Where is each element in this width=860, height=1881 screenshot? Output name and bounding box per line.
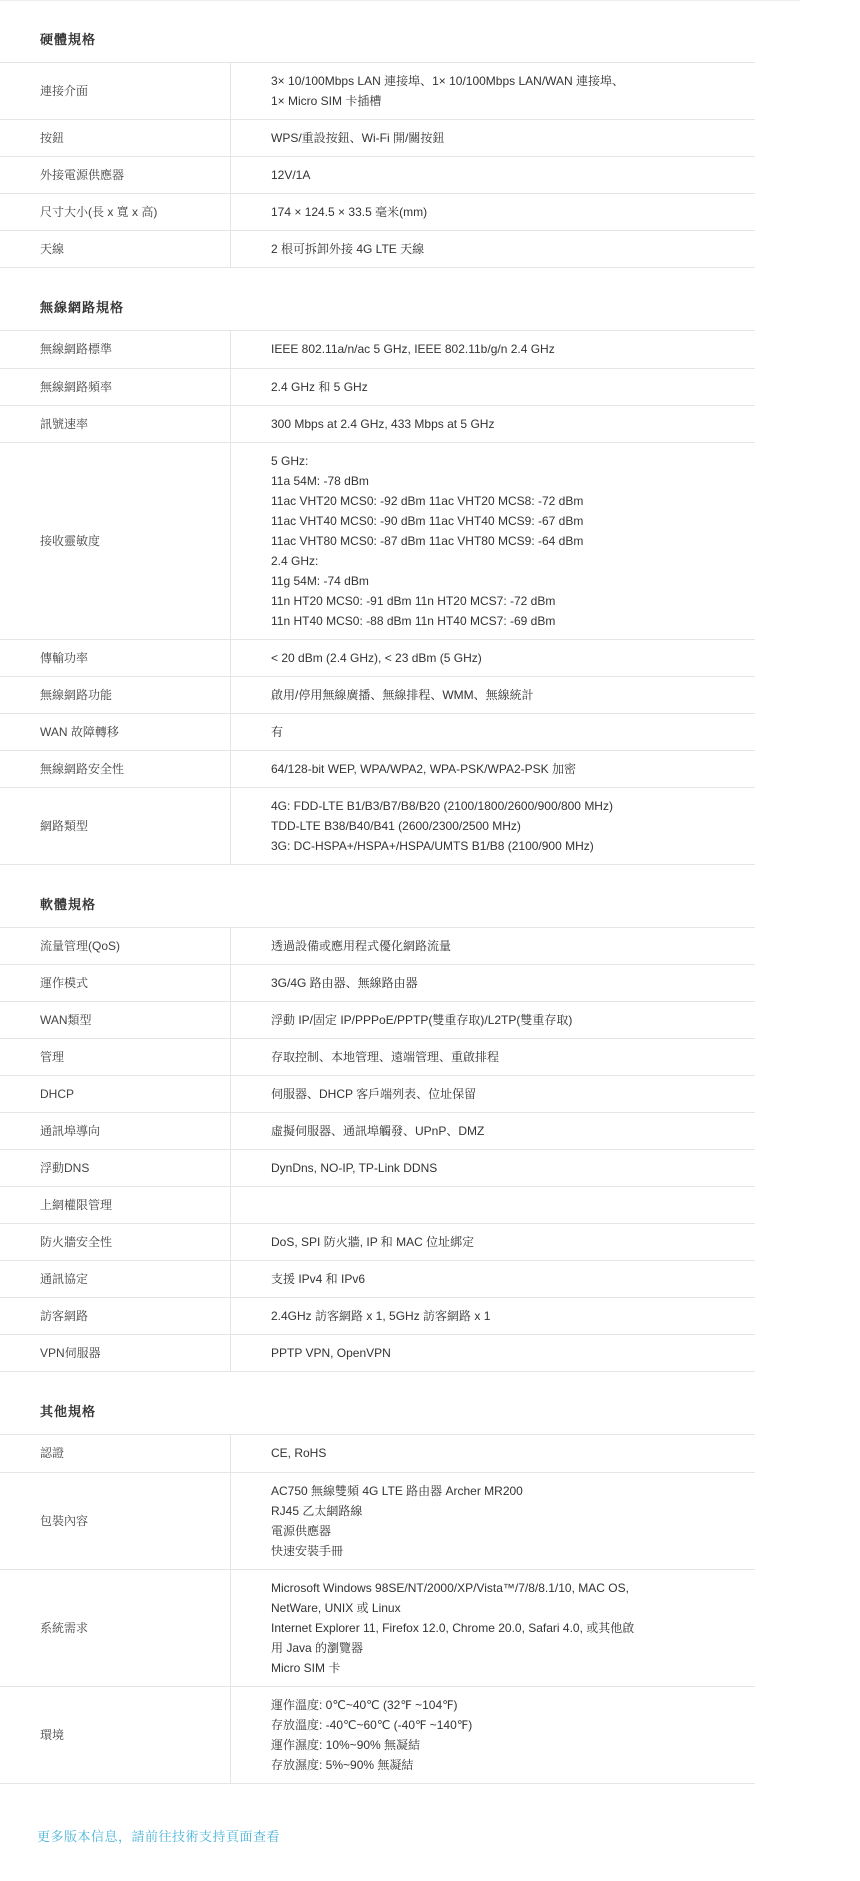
spec-row [0, 442, 755, 639]
spec-value: 3G/4G 路由器、無線路由器 [231, 965, 756, 1002]
spec-table [0, 928, 755, 1373]
spec-row [0, 928, 755, 965]
spec-label: 包裝內容 [0, 1472, 231, 1569]
spec-row [0, 1298, 755, 1335]
spec-row [0, 1113, 755, 1150]
spec-label: 接收靈敏度 [0, 442, 231, 639]
spec-value: 2.4GHz 訪客網路 x 1, 5GHz 訪客網路 x 1 [231, 1298, 756, 1335]
spec-row [0, 1150, 755, 1187]
spec-label: 尺寸大小(長 x 寬 x 高) [0, 194, 231, 231]
spec-value: 3× 10/100Mbps LAN 連接埠、1× 10/100Mbps LAN/WAN 連接埠、 1× Micro SIM 卡插槽 [231, 63, 756, 120]
spec-row [0, 713, 755, 750]
spec-label: WAN類型 [0, 1002, 231, 1039]
spec-row [0, 405, 755, 442]
spec-value: 174 × 124.5 × 33.5 毫米(mm) [231, 194, 756, 231]
spec-label: VPN伺服器 [0, 1335, 231, 1372]
section-title: 無線網路規格 [0, 268, 755, 331]
spec-value [231, 1187, 756, 1224]
spec-value: PPTP VPN, OpenVPN [231, 1335, 756, 1372]
spec-row [0, 1435, 755, 1472]
spec-value: DoS, SPI 防火牆, IP 和 MAC 位址綁定 [231, 1224, 756, 1261]
spec-value: 透過設備或應用程式優化網路流量 [231, 928, 756, 965]
spec-row [0, 1335, 755, 1372]
spec-label: 無線網路安全性 [0, 750, 231, 787]
spec-row [0, 1039, 755, 1076]
spec-label: WAN 故障轉移 [0, 713, 231, 750]
spec-value: 支援 IPv4 和 IPv6 [231, 1261, 756, 1298]
spec-row [0, 1472, 755, 1569]
spec-row [0, 1686, 755, 1783]
other-specs-section [0, 1372, 755, 1784]
spec-row [0, 331, 755, 368]
spec-value: 運作溫度: 0℃~40℃ (32℉ ~104℉) 存放溫度: -40℃~60℃ (-40℉ ~140℉) 運作濕度: 10%~90% 無凝結 存放濕度: 5%~90% 無凝結 [231, 1686, 756, 1783]
spec-label: 無線網路標準 [0, 331, 231, 368]
spec-label: 外接電源供應器 [0, 157, 231, 194]
spec-table [0, 331, 755, 865]
spec-row [0, 1002, 755, 1039]
spec-row [0, 1569, 755, 1686]
spec-label: 認證 [0, 1435, 231, 1472]
spec-value: 虛擬伺服器、通訊埠觸發、UPnP、DMZ [231, 1113, 756, 1150]
software-specs-section [0, 865, 755, 1373]
section-title: 軟體規格 [0, 865, 755, 928]
spec-row [0, 1224, 755, 1261]
spec-row [0, 120, 755, 157]
spec-row [0, 1261, 755, 1298]
spec-value: 12V/1A [231, 157, 756, 194]
hardware-specs-section [0, 0, 755, 268]
spec-row [0, 965, 755, 1002]
spec-value: < 20 dBm (2.4 GHz), < 23 dBm (5 GHz) [231, 639, 756, 676]
spec-label: 天線 [0, 231, 231, 268]
spec-value: WPS/重設按鈕、Wi-Fi 開/關按鈕 [231, 120, 756, 157]
spec-label: 通訊埠導向 [0, 1113, 231, 1150]
spec-label: DHCP [0, 1076, 231, 1113]
spec-label: 傳輸功率 [0, 639, 231, 676]
spec-row [0, 157, 755, 194]
spec-table [0, 63, 755, 268]
spec-value: 4G: FDD-LTE B1/B3/B7/B8/B20 (2100/1800/2600/900/800 MHz) TDD-LTE B38/B40/B41 (2600/2300/2500 MHz) 3G: DC-HSPA+/HSPA+/HSPA/UMTS B1/B8 (2100/900 MHz) [231, 787, 756, 864]
spec-row [0, 63, 755, 120]
spec-row [0, 787, 755, 864]
spec-value: CE, RoHS [231, 1435, 756, 1472]
spec-value: DynDns, NO-IP, TP-Link DDNS [231, 1150, 756, 1187]
spec-value: 5 GHz: 11a 54M: -78 dBm 11ac VHT20 MCS0: -92 dBm 11ac VHT20 MCS8: -72 dBm 11ac VHT40 MCS0: -90 dBm 11ac VHT40 MCS9: -67 dBm 11ac VHT80 MCS0: -87 dBm 11ac VHT80 MCS9: -64 dBm 2.4 GHz: 11g 54M: -74 dBm 11n HT20 MCS0: -91 dBm 11n HT20 MCS7: -72 dBm 11n HT40 MCS0: -88 dBm 11n HT40 MCS7: -69 dBm [231, 442, 756, 639]
section-title: 硬體規格 [0, 0, 755, 63]
spec-row [0, 639, 755, 676]
spec-row [0, 750, 755, 787]
spec-label: 管理 [0, 1039, 231, 1076]
spec-value: 64/128-bit WEP, WPA/WPA2, WPA-PSK/WPA2-PSK 加密 [231, 750, 756, 787]
wireless-specs-section [0, 268, 755, 865]
support-page-link[interactable]: 更多版本信息，請前往技術支持頁面查看 [37, 1829, 281, 1844]
spec-value: 浮動 IP/固定 IP/PPPoE/PPTP(雙重存取)/L2TP(雙重存取) [231, 1002, 756, 1039]
spec-value: 伺服器、DHCP 客戶端列表、位址保留 [231, 1076, 756, 1113]
spec-row [0, 368, 755, 405]
spec-value: IEEE 802.11a/n/ac 5 GHz, IEEE 802.11b/g/n 2.4 GHz [231, 331, 756, 368]
spec-label: 上網權限管理 [0, 1187, 231, 1224]
spec-value: 2 根可拆卸外接 4G LTE 天線 [231, 231, 756, 268]
spec-value: 2.4 GHz 和 5 GHz [231, 368, 756, 405]
spec-label: 按鈕 [0, 120, 231, 157]
spec-value: 有 [231, 713, 756, 750]
spec-label: 浮動DNS [0, 1150, 231, 1187]
spec-label: 無線網路頻率 [0, 368, 231, 405]
spec-value: Microsoft Windows 98SE/NT/2000/XP/Vista™/7/8/8.1/10, MAC OS, NetWare, UNIX 或 Linux Internet Explorer 11, Firefox 12.0, Chrome 20.0, Safari 4.0, 或其他啟 用 Java 的瀏覽器 Micro SIM 卡 [231, 1569, 756, 1686]
spec-value: AC750 無線雙頻 4G LTE 路由器 Archer MR200 RJ45 乙太網路線 電源供應器 快速安裝手冊 [231, 1472, 756, 1569]
spec-label: 無線網路功能 [0, 676, 231, 713]
spec-label: 環境 [0, 1686, 231, 1783]
section-title: 其他規格 [0, 1372, 755, 1435]
spec-value: 啟用/停用無線廣播、無線排程、WMM、無線統計 [231, 676, 756, 713]
spec-label: 流量管理(QoS) [0, 928, 231, 965]
spec-label: 防火牆安全性 [0, 1224, 231, 1261]
spec-label: 訊號速率 [0, 405, 231, 442]
spec-label: 運作模式 [0, 965, 231, 1002]
spec-row [0, 1076, 755, 1113]
spec-row [0, 676, 755, 713]
spec-label: 系統需求 [0, 1569, 231, 1686]
spec-row [0, 231, 755, 268]
spec-row [0, 1187, 755, 1224]
spec-value: 300 Mbps at 2.4 GHz, 433 Mbps at 5 GHz [231, 405, 756, 442]
spec-label: 通訊協定 [0, 1261, 231, 1298]
spec-label: 訪客網路 [0, 1298, 231, 1335]
spec-label: 網路類型 [0, 787, 231, 864]
spec-label: 連接介面 [0, 63, 231, 120]
spec-row [0, 194, 755, 231]
spec-value: 存取控制、本地管理、遠端管理、重啟排程 [231, 1039, 756, 1076]
spec-table [0, 1435, 755, 1784]
